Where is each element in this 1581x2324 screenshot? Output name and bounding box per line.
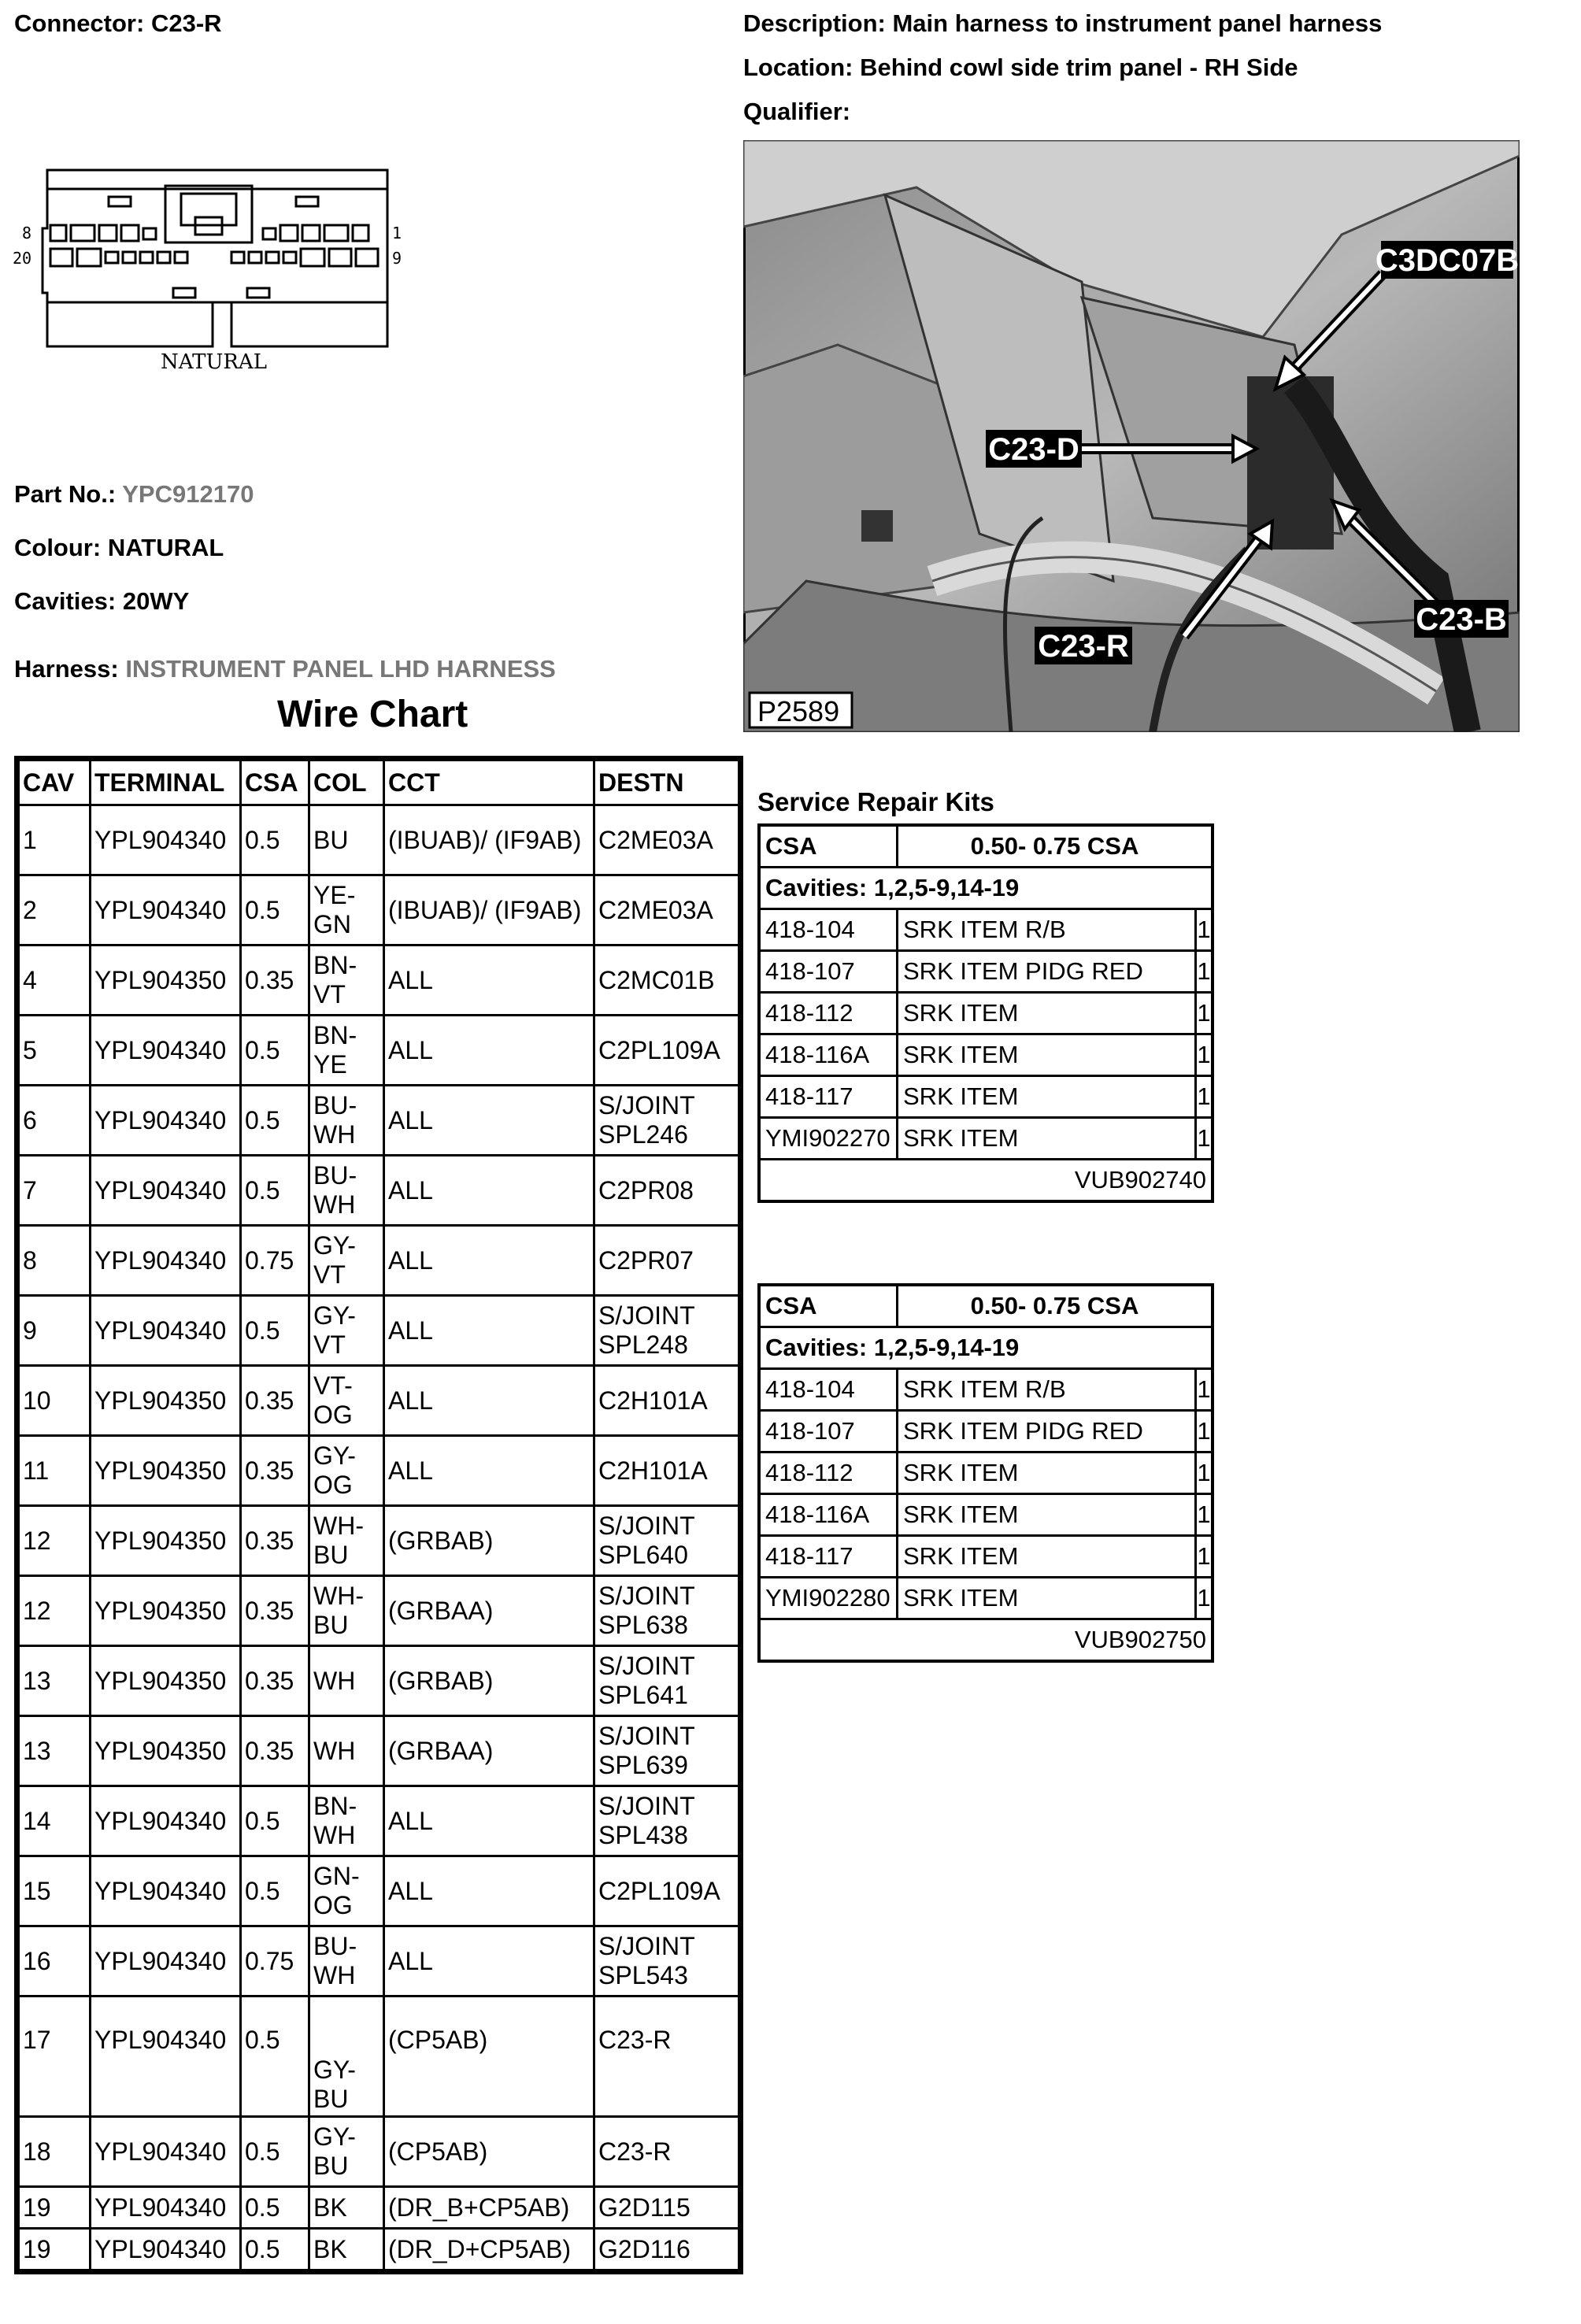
kit-item-row [759, 1452, 1213, 1494]
wire-row [19, 875, 739, 946]
wire-row [19, 1296, 739, 1366]
kit-item-code: YMI902270 [759, 1118, 898, 1160]
wire-chart-header-row [19, 760, 739, 805]
kit-item-code: 418-107 [759, 951, 898, 993]
wire-cell-col: VT-OG [309, 1366, 384, 1436]
wire-cell-cct: (CP5AB) [384, 2117, 594, 2187]
wire-cell-destn: S/JOINT SPL246 [594, 1086, 739, 1156]
kit-item-qty: 1 [1196, 1076, 1213, 1118]
wire-chart-title: Wire Chart [277, 694, 468, 735]
connector-face-drawing [11, 157, 405, 386]
kit-cavities-row [759, 1327, 1213, 1369]
wire-cell-csa: 0.35 [241, 1436, 309, 1506]
kit-item-desc: SRK ITEM [898, 1076, 1196, 1118]
description-label: Description: [743, 9, 886, 37]
wire-cell-cav: 5 [19, 1016, 91, 1086]
kit-item-qty: 1 [1196, 1494, 1213, 1536]
wire-cell-cav: 1 [19, 805, 91, 875]
wire-cell-cct: ALL [384, 1786, 594, 1856]
wire-cell-destn: C2MC01B [594, 946, 739, 1016]
wire-cell-csa: 0.75 [241, 1926, 309, 1996]
wire-cell-destn: C2PL109A [594, 1016, 739, 1086]
cavity-label-9: 9 [392, 249, 402, 268]
kit-item-row [759, 1076, 1213, 1118]
wire-cell-cct: (DR_D+CP5AB) [384, 2229, 594, 2270]
kit-item-qty: 1 [1196, 1578, 1213, 1619]
cavity-label-8: 8 [22, 224, 32, 242]
kit-csa-row [759, 1285, 1213, 1327]
wire-cell-cav: 19 [19, 2187, 91, 2229]
photo-ref: P2589 [757, 695, 840, 727]
wire-row [19, 2229, 739, 2270]
wire-row [19, 2117, 739, 2187]
wire-row [19, 1086, 739, 1156]
wire-cell-terminal: YPL904340 [91, 1786, 241, 1856]
wire-cell-destn: G2D115 [594, 2187, 739, 2229]
kit-item-row [759, 1118, 1213, 1160]
wire-cell-csa: 0.5 [241, 1856, 309, 1926]
cavities-label: Cavities: [14, 587, 117, 615]
location-label: Location: [743, 54, 853, 81]
kit-item-row [759, 993, 1213, 1034]
wire-cell-cct: ALL [384, 1436, 594, 1506]
wire-cell-csa: 0.5 [241, 1786, 309, 1856]
kit-item-code: 418-117 [759, 1076, 898, 1118]
wire-cell-cav: 13 [19, 1716, 91, 1786]
wire-cell-cct: ALL [384, 1366, 594, 1436]
kit-csa-value: 0.50- 0.75 CSA [898, 825, 1213, 868]
wire-cell-terminal: YPL904340 [91, 1226, 241, 1296]
wire-cell-cav: 15 [19, 1856, 91, 1926]
wire-cell-destn: C23-R [594, 2117, 739, 2187]
wire-cell-cct: ALL [384, 1086, 594, 1156]
wire-cell-csa: 0.5 [241, 2117, 309, 2187]
kit-item-code: 418-116A [759, 1494, 898, 1536]
wire-cell-cav: 12 [19, 1576, 91, 1646]
wire-cell-col: BU-WH [309, 1086, 384, 1156]
wire-cell-col: BU [309, 805, 384, 875]
harness-value: INSTRUMENT PANEL LHD HARNESS [125, 655, 556, 683]
wire-cell-destn: G2D116 [594, 2229, 739, 2270]
kit-item-desc: SRK ITEM [898, 1118, 1196, 1160]
kit-item-desc: SRK ITEM R/B [898, 909, 1196, 951]
kit-item-desc: SRK ITEM [898, 1034, 1196, 1076]
kit-item-code: 418-112 [759, 1452, 898, 1494]
part-no-label: Part No.: [14, 480, 117, 508]
harness-line [14, 655, 556, 683]
wire-cell-terminal: YPL904350 [91, 1506, 241, 1576]
kit-item-qty: 1 [1196, 1536, 1213, 1578]
harness-label: Harness: [14, 655, 119, 683]
wire-cell-cav: 7 [19, 1156, 91, 1226]
kit-item-qty: 1 [1196, 1411, 1213, 1452]
wire-row [19, 1436, 739, 1506]
kit-item-qty: 1 [1196, 1118, 1213, 1160]
wire-cell-cct: (DR_B+CP5AB) [384, 2187, 594, 2229]
wire-cell-terminal: YPL904340 [91, 1086, 241, 1156]
kit-item-qty: 1 [1196, 951, 1213, 993]
wire-cell-csa: 0.5 [241, 2229, 309, 2270]
wire-cell-destn: S/JOINT SPL543 [594, 1926, 739, 1996]
wire-cell-terminal: YPL904340 [91, 2187, 241, 2229]
wire-cell-cct: (GRBAB) [384, 1506, 594, 1576]
wire-cell-col: WH [309, 1716, 384, 1786]
wire-cell-col: GY-BU [309, 1996, 384, 2117]
wire-cell-terminal: YPL904350 [91, 1716, 241, 1786]
wire-cell-cct: ALL [384, 1156, 594, 1226]
wire-cell-cct: ALL [384, 1926, 594, 1996]
wire-row [19, 1786, 739, 1856]
kit-item-row [759, 1536, 1213, 1578]
wire-cell-cct: (IBUAB)/ (IF9AB) [384, 805, 594, 875]
wire-cell-cav: 17 [19, 1996, 91, 2117]
wire-cell-cct: ALL [384, 1296, 594, 1366]
location-line [743, 54, 1298, 82]
location-photo [743, 140, 1520, 732]
kit-item-qty: 1 [1196, 1452, 1213, 1494]
wire-cell-terminal: YPL904350 [91, 1366, 241, 1436]
kit-item-code: 418-104 [759, 909, 898, 951]
wire-row [19, 1996, 739, 2117]
wire-cell-cct: ALL [384, 1856, 594, 1926]
wire-cell-col: BN-WH [309, 1786, 384, 1856]
wire-cell-destn: S/JOINT SPL640 [594, 1506, 739, 1576]
wire-cell-terminal: YPL904340 [91, 2229, 241, 2270]
wire-cell-csa: 0.5 [241, 875, 309, 946]
wire-row [19, 1646, 739, 1716]
kit-item-row [759, 1578, 1213, 1619]
repair-kit-table [757, 1283, 1214, 1663]
wire-cell-col: BN-VT [309, 946, 384, 1016]
wire-cell-cct: (GRBAB) [384, 1646, 594, 1716]
wire-cell-csa: 0.5 [241, 1296, 309, 1366]
wire-cell-col: BU-WH [309, 1156, 384, 1226]
wire-row [19, 1226, 739, 1296]
kit-number-row [759, 1619, 1213, 1662]
colour-line [14, 534, 224, 562]
wire-cell-cav: 13 [19, 1646, 91, 1716]
kit-item-desc: SRK ITEM PIDG RED [898, 951, 1196, 993]
kit-item-desc: SRK ITEM [898, 1494, 1196, 1536]
wire-cell-col: YE-GN [309, 875, 384, 946]
kit-item-desc: SRK ITEM R/B [898, 1369, 1196, 1411]
wire-cell-cav: 4 [19, 946, 91, 1016]
wire-cell-terminal: YPL904340 [91, 1926, 241, 1996]
kit-cavities: Cavities: 1,2,5-9,14-19 [759, 1327, 1213, 1369]
location-value: Behind cowl side trim panel - RH Side [860, 54, 1298, 81]
connector-colour-caption: NATURAL [161, 350, 267, 374]
wire-cell-col: GY-VT [309, 1296, 384, 1366]
kit-csa-label: CSA [759, 825, 898, 868]
kit-item-code: 418-112 [759, 993, 898, 1034]
kit-item-qty: 1 [1196, 909, 1213, 951]
kit-item-row [759, 1034, 1213, 1076]
wire-cell-cav: 6 [19, 1086, 91, 1156]
connector-label: Connector: [14, 9, 145, 37]
wire-cell-cav: 12 [19, 1506, 91, 1576]
wire-cell-col: WH [309, 1646, 384, 1716]
wire-cell-terminal: YPL904340 [91, 1996, 241, 2117]
service-repair-kits-title: Service Repair Kits [757, 787, 994, 816]
wire-cell-csa: 0.5 [241, 805, 309, 875]
wire-cell-destn: C2ME03A [594, 805, 739, 875]
wire-cell-destn: S/JOINT SPL248 [594, 1296, 739, 1366]
wire-cell-cct: (CP5AB) [384, 1996, 594, 2117]
wire-cell-destn: C2H101A [594, 1366, 739, 1436]
wire-cell-csa: 0.35 [241, 1366, 309, 1436]
wire-row [19, 1926, 739, 1996]
wire-cell-terminal: YPL904350 [91, 946, 241, 1016]
wire-cell-cav: 16 [19, 1926, 91, 1996]
kit-item-qty: 1 [1196, 993, 1213, 1034]
header-csa: CSA [241, 760, 309, 805]
wire-cell-col: WH-BU [309, 1506, 384, 1576]
wire-row [19, 2187, 739, 2229]
colour-value: NATURAL [107, 534, 224, 561]
wire-cell-destn: C23-R [594, 1996, 739, 2117]
kit-item-code: 418-104 [759, 1369, 898, 1411]
part-no-line [14, 480, 254, 509]
wire-cell-csa: 0.35 [241, 1646, 309, 1716]
wire-chart-body [19, 805, 739, 2270]
wire-cell-csa: 0.35 [241, 1506, 309, 1576]
colour-label: Colour: [14, 534, 102, 561]
kit-csa-label: CSA [759, 1285, 898, 1327]
wire-cell-destn: S/JOINT SPL639 [594, 1716, 739, 1786]
wire-cell-csa: 0.75 [241, 1226, 309, 1296]
wire-cell-col: BU-WH [309, 1926, 384, 1996]
wire-row [19, 1576, 739, 1646]
wire-cell-terminal: YPL904350 [91, 1646, 241, 1716]
wire-cell-csa: 0.5 [241, 1156, 309, 1226]
kit-item-row [759, 1369, 1213, 1411]
wire-cell-cct: ALL [384, 1016, 594, 1086]
kit-item-row [759, 951, 1213, 993]
kit-csa-value: 0.50- 0.75 CSA [898, 1285, 1213, 1327]
callout-c23b: C23-B [1416, 602, 1507, 637]
wire-cell-csa: 0.5 [241, 1086, 309, 1156]
cavities-value: 20WY [122, 587, 190, 615]
wire-row [19, 1856, 739, 1926]
wire-row [19, 805, 739, 875]
kit-item-code: 418-117 [759, 1536, 898, 1578]
wire-cell-csa: 0.35 [241, 1576, 309, 1646]
kit-item-desc: SRK ITEM [898, 1536, 1196, 1578]
wire-cell-terminal: YPL904340 [91, 875, 241, 946]
wire-row [19, 1716, 739, 1786]
wire-cell-csa: 0.5 [241, 2187, 309, 2229]
kit-csa-row [759, 825, 1213, 868]
wire-cell-destn: S/JOINT SPL638 [594, 1576, 739, 1646]
wire-cell-cav: 14 [19, 1786, 91, 1856]
wire-cell-cct: (IBUAB)/ (IF9AB) [384, 875, 594, 946]
wire-cell-col: GN-OG [309, 1856, 384, 1926]
callout-c23d: C23-D [988, 432, 1079, 467]
kit-item-qty: 1 [1196, 1034, 1213, 1076]
wire-cell-cav: 11 [19, 1436, 91, 1506]
header-terminal: TERMINAL [91, 760, 241, 805]
kit-number-row [759, 1160, 1213, 1202]
header-col: COL [309, 760, 384, 805]
kit-item-row [759, 1494, 1213, 1536]
wire-cell-terminal: YPL904340 [91, 1156, 241, 1226]
wire-cell-terminal: YPL904340 [91, 1296, 241, 1366]
repair-kit-table [757, 823, 1214, 1203]
wire-cell-cav: 19 [19, 2229, 91, 2270]
wire-cell-destn: C2PR07 [594, 1226, 739, 1296]
wire-cell-cav: 9 [19, 1296, 91, 1366]
wire-cell-cct: ALL [384, 1226, 594, 1296]
wire-cell-cct: (GRBAA) [384, 1576, 594, 1646]
wire-cell-destn: C2ME03A [594, 875, 739, 946]
wire-cell-terminal: YPL904350 [91, 1576, 241, 1646]
kit-item-code: YMI902280 [759, 1578, 898, 1619]
wire-row [19, 1366, 739, 1436]
kit-item-desc: SRK ITEM [898, 1452, 1196, 1494]
wire-cell-terminal: YPL904340 [91, 1856, 241, 1926]
wire-cell-destn: S/JOINT SPL438 [594, 1786, 739, 1856]
wire-row [19, 1506, 739, 1576]
kit-item-desc: SRK ITEM [898, 1578, 1196, 1619]
wire-cell-cct: ALL [384, 946, 594, 1016]
wire-cell-cav: 8 [19, 1226, 91, 1296]
kit-item-row [759, 1411, 1213, 1452]
wire-row [19, 946, 739, 1016]
qualifier-label: Qualifier: [743, 98, 851, 125]
kit-item-code: 418-116A [759, 1034, 898, 1076]
wire-cell-cav: 2 [19, 875, 91, 946]
part-no-value: YPC912170 [122, 480, 254, 508]
wire-cell-cct: (GRBAA) [384, 1716, 594, 1786]
wire-row [19, 1156, 739, 1226]
wire-cell-terminal: YPL904340 [91, 805, 241, 875]
header-cav: CAV [19, 760, 91, 805]
header-destn: DESTN [594, 760, 739, 805]
wire-cell-col: BK [309, 2187, 384, 2229]
wire-chart-table [17, 759, 740, 2271]
wire-cell-col: WH-BU [309, 1576, 384, 1646]
callout-c3dc07b: C3DC07B [1375, 243, 1520, 278]
wire-cell-col: GY-VT [309, 1226, 384, 1296]
callout-c23r: C23-R [1038, 629, 1129, 664]
wire-cell-csa: 0.35 [241, 946, 309, 1016]
kit-item-code: 418-107 [759, 1411, 898, 1452]
wire-cell-csa: 0.5 [241, 1996, 309, 2117]
wire-cell-cav: 18 [19, 2117, 91, 2187]
kit-number: VUB902740 [759, 1160, 1213, 1202]
cavity-label-20: 20 [13, 249, 32, 268]
wire-cell-destn: C2PL109A [594, 1856, 739, 1926]
kit-item-desc: SRK ITEM PIDG RED [898, 1411, 1196, 1452]
wire-cell-destn: S/JOINT SPL641 [594, 1646, 739, 1716]
wire-row [19, 1016, 739, 1086]
cavity-label-1: 1 [392, 224, 402, 242]
wire-cell-col: GY-OG [309, 1436, 384, 1506]
wire-cell-col: BK [309, 2229, 384, 2270]
wire-cell-col: BN-YE [309, 1016, 384, 1086]
kit-item-row [759, 909, 1213, 951]
description-line [743, 9, 1382, 38]
description-value: Main harness to instrument panel harness [892, 9, 1383, 37]
connector-value: C23-R [150, 9, 222, 37]
connector-line [14, 9, 222, 38]
wire-cell-terminal: YPL904340 [91, 1016, 241, 1086]
kit-cavities-row [759, 868, 1213, 909]
cavities-line [14, 587, 189, 616]
wire-cell-cav: 10 [19, 1366, 91, 1436]
wire-cell-col: GY-BU [309, 2117, 384, 2187]
kit-item-desc: SRK ITEM [898, 993, 1196, 1034]
wire-cell-csa: 0.5 [241, 1016, 309, 1086]
wire-cell-csa: 0.35 [241, 1716, 309, 1786]
wire-cell-destn: C2PR08 [594, 1156, 739, 1226]
wire-cell-terminal: YPL904350 [91, 1436, 241, 1506]
kit-number: VUB902750 [759, 1619, 1213, 1662]
header-cct: CCT [384, 760, 594, 805]
kit-cavities: Cavities: 1,2,5-9,14-19 [759, 868, 1213, 909]
wire-cell-terminal: YPL904340 [91, 2117, 241, 2187]
wire-cell-destn: C2H101A [594, 1436, 739, 1506]
kit-item-qty: 1 [1196, 1369, 1213, 1411]
